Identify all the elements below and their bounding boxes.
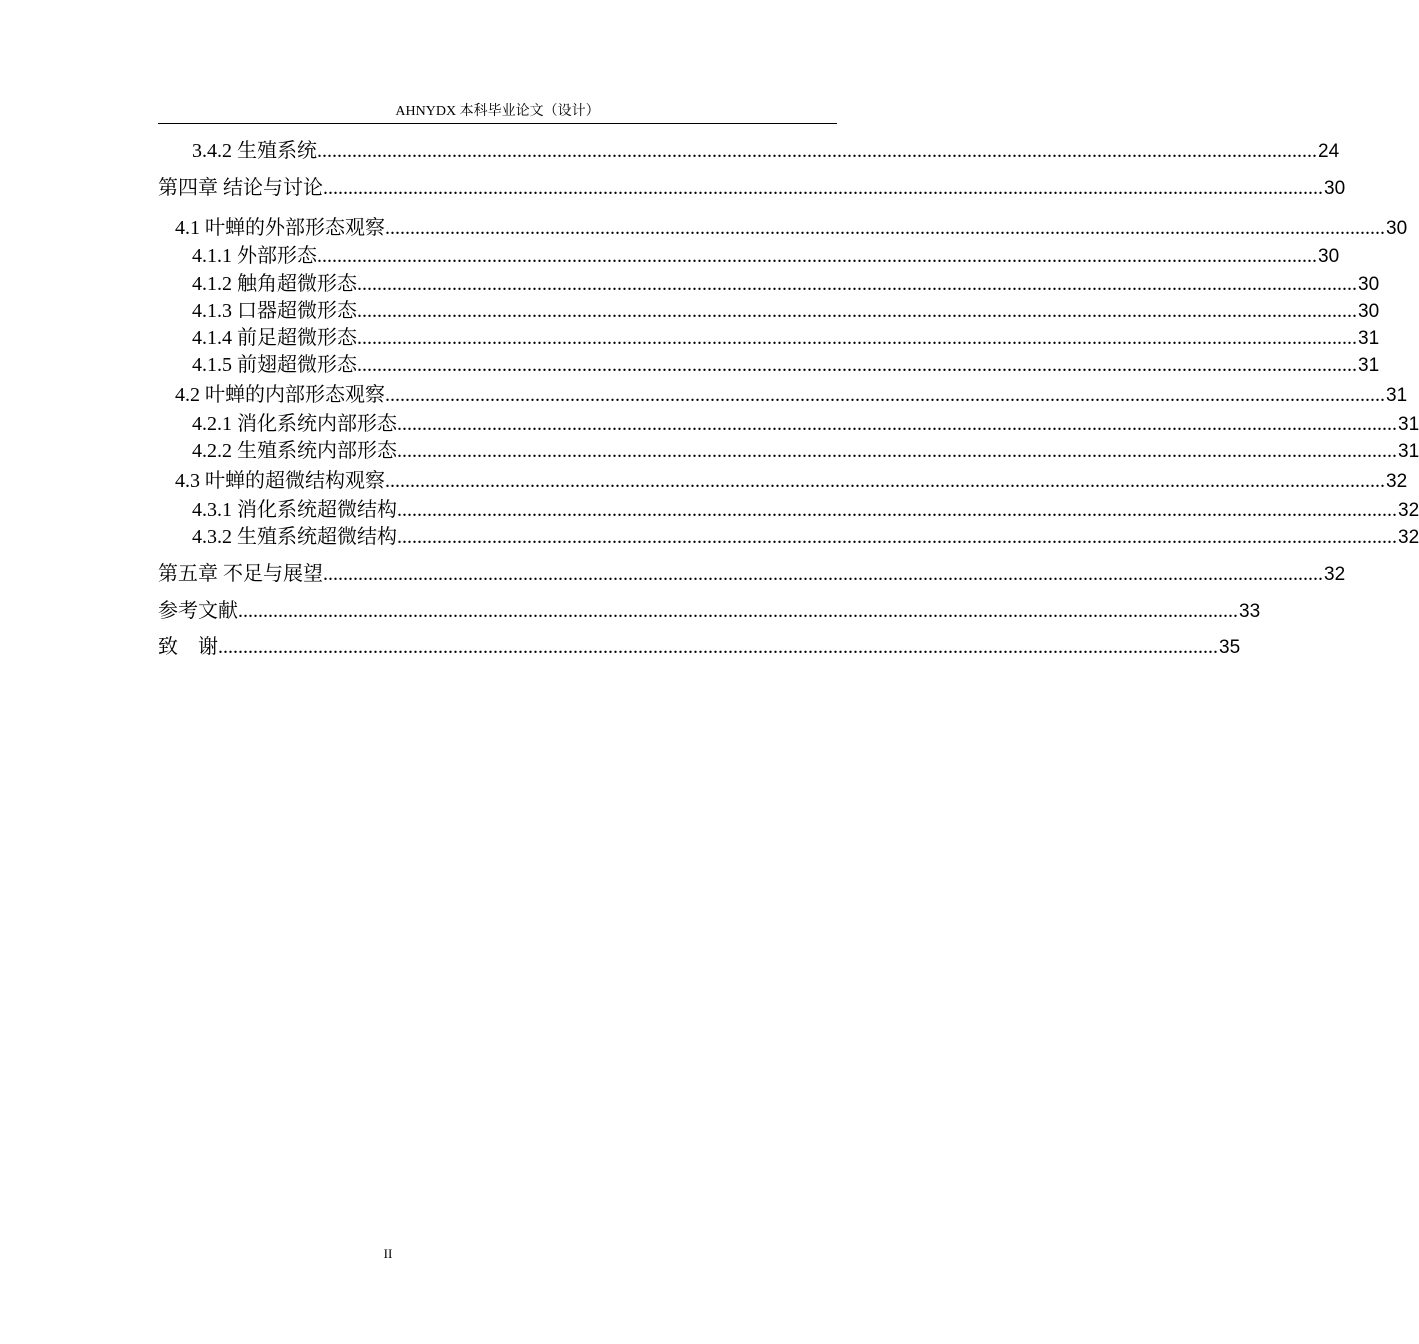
toc-entry-title: 第四章 结论与讨论 [158, 177, 323, 199]
header-rule [158, 123, 837, 124]
toc-entry-3-4-2[interactable] [158, 138, 1340, 164]
toc-entry-title: 4.2.2 生殖系统内部形态 [192, 440, 397, 462]
toc-entry-title: 4.2.1 消化系统内部形态 [192, 413, 397, 435]
toc-entry-chapter-5[interactable] [158, 561, 1346, 587]
toc-entry-title: 4.1.2 触角超微形态 [192, 273, 357, 295]
toc-entry-page: 32 [1398, 500, 1419, 521]
toc-entry-title: 3.4.2 生殖系统 [192, 140, 317, 162]
toc-dot-leader: ........................................................................................................................................................................................................ [357, 300, 1357, 322]
toc-entry-4-3[interactable] [158, 468, 1408, 494]
toc-entry-page: 30 [1358, 301, 1380, 322]
toc-dot-leader: ........................................................................................................................................................................................................ [317, 140, 1317, 162]
toc-entry-page: 31 [1358, 355, 1380, 376]
toc-dot-leader: ........................................................................................................................................................................................................ [397, 413, 1397, 435]
toc-dot-leader: ........................................................................................................................................................................................................ [385, 470, 1385, 492]
toc-entry-4-1-5[interactable] [158, 352, 1380, 378]
toc-entry-page: 30 [1324, 178, 1346, 199]
toc-entry-title: 4.3.2 生殖系统超微结构 [192, 526, 397, 548]
toc-entry-page: 30 [1386, 218, 1408, 239]
page-number: II [383, 1246, 393, 1261]
toc-entry-4-2-1[interactable] [158, 411, 1419, 437]
toc-entry-title: 4.1.1 外部形态 [192, 245, 317, 267]
toc-entry-4-3-1[interactable] [158, 497, 1419, 523]
toc-entry-4-2-2[interactable] [158, 438, 1419, 464]
toc-entry-page: 31 [1358, 328, 1380, 349]
toc-entry-page: 24 [1318, 141, 1340, 162]
toc-entry-title: 4.1.4 前足超微形态 [192, 327, 357, 349]
toc-entry-page: 31 [1386, 385, 1408, 406]
toc-entry-page: 32 [1324, 564, 1346, 585]
toc-entry-page: 33 [1239, 601, 1261, 622]
toc-entry-title: 4.1.3 口器超微形态 [192, 300, 357, 322]
toc-entry-page: 35 [1219, 637, 1241, 658]
toc-entry-page: 32 [1386, 471, 1408, 492]
toc-dot-leader: ........................................................................................................................................................................................................ [238, 600, 1238, 622]
toc-entry-page: 30 [1358, 274, 1380, 295]
toc-entry-acknowledgements[interactable] [158, 634, 1241, 660]
toc-dot-leader: ........................................................................................................................................................................................................ [385, 217, 1385, 239]
running-header: AHNYDX 本科毕业论文（设计） [395, 104, 600, 119]
toc-dot-leader: ........................................................................................................................................................................................................ [323, 563, 1323, 585]
toc-entry-title: 4.3.1 消化系统超微结构 [192, 499, 397, 521]
toc-dot-leader: ........................................................................................................................................................................................................ [357, 273, 1357, 295]
toc-entry-page: 31 [1398, 414, 1419, 435]
toc-entry-page: 31 [1398, 441, 1419, 462]
toc-entry-4-1[interactable] [158, 215, 1408, 241]
toc-dot-leader: ........................................................................................................................................................................................................ [397, 440, 1397, 462]
toc-dot-leader: ........................................................................................................................................................................................................ [397, 526, 1397, 548]
toc-entry-4-1-2[interactable] [158, 271, 1380, 297]
toc-entry-title: 4.2 叶蝉的内部形态观察 [175, 384, 385, 406]
toc-entry-4-1-3[interactable] [158, 298, 1380, 324]
toc-entry-title: 第五章 不足与展望 [158, 563, 323, 585]
toc-entry-title: 4.3 叶蝉的超微结构观察 [175, 470, 385, 492]
toc-dot-leader: ........................................................................................................................................................................................................ [385, 384, 1385, 406]
toc-dot-leader: ........................................................................................................................................................................................................ [218, 636, 1218, 658]
toc-entry-references[interactable] [158, 598, 1261, 624]
toc-dot-leader: ........................................................................................................................................................................................................ [323, 177, 1323, 199]
toc-dot-leader: ........................................................................................................................................................................................................ [317, 245, 1317, 267]
toc-entry-title: 4.1 叶蝉的外部形态观察 [175, 217, 385, 239]
toc-dot-leader: ........................................................................................................................................................................................................ [357, 354, 1357, 376]
toc-entry-4-1-4[interactable] [158, 325, 1380, 351]
toc-dot-leader: ........................................................................................................................................................................................................ [357, 327, 1357, 349]
toc-entry-title: 致 谢 [158, 636, 218, 658]
toc-entry-4-2[interactable] [158, 382, 1408, 408]
toc-entry-chapter-4[interactable] [158, 175, 1346, 201]
toc-entry-page: 30 [1318, 246, 1340, 267]
toc-entry-title: 4.1.5 前翅超微形态 [192, 354, 357, 376]
toc-entry-4-3-2[interactable] [158, 524, 1419, 550]
toc-entry-page: 32 [1398, 527, 1419, 548]
toc-entry-4-1-1[interactable] [158, 243, 1340, 269]
toc-dot-leader: ........................................................................................................................................................................................................ [397, 499, 1397, 521]
toc-entry-title: 参考文献 [158, 600, 238, 622]
